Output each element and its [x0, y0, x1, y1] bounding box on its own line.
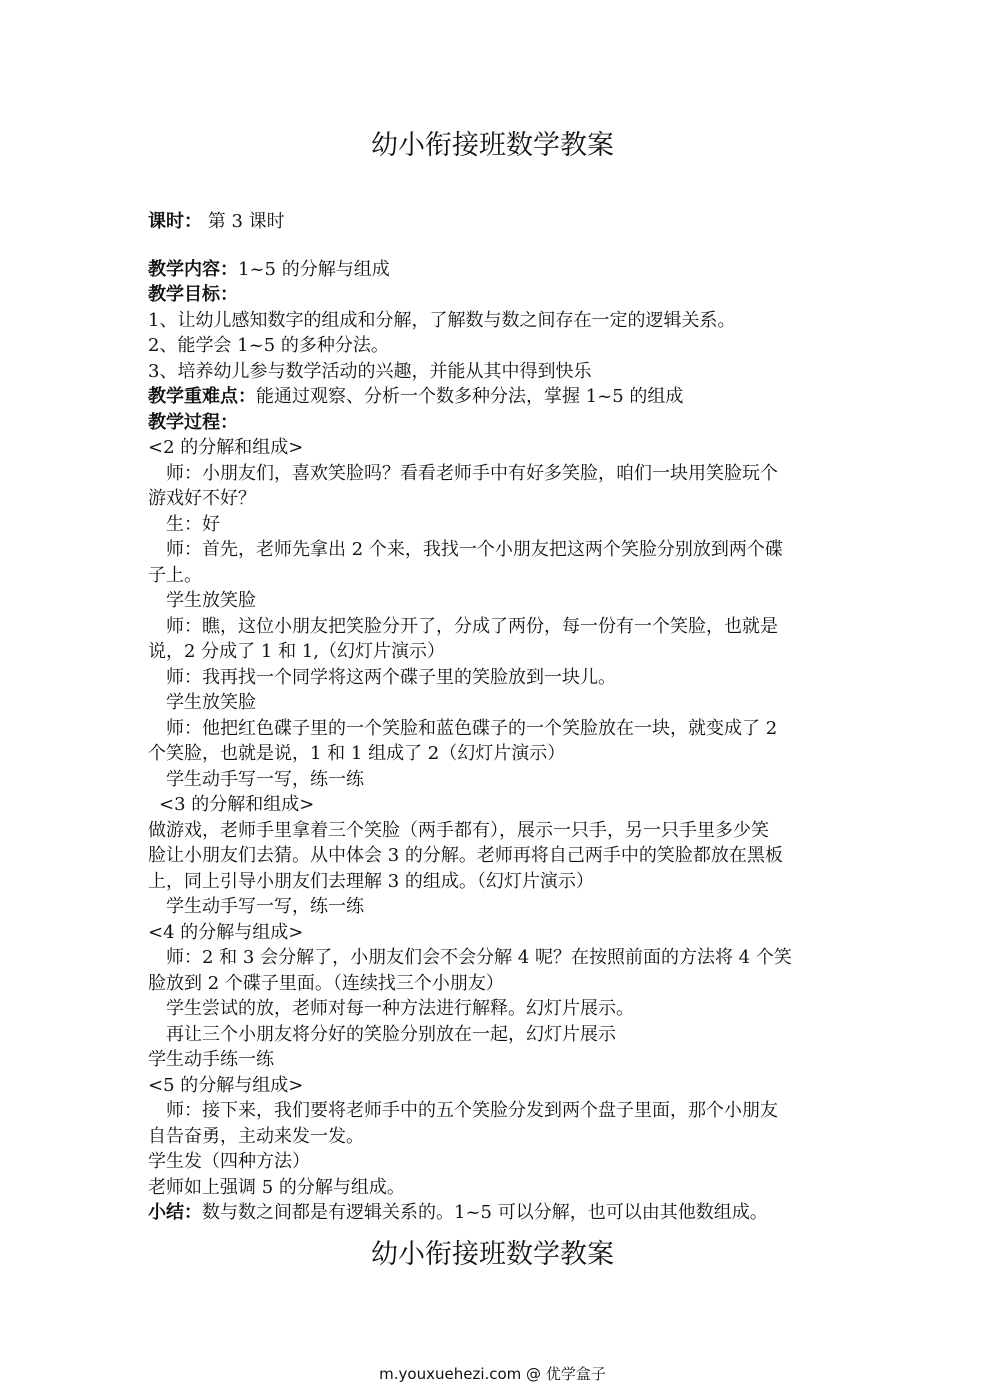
paragraph-line: 师：他把红色碟子里的一个笑脸和蓝色碟子的一个笑脸放在一块，就变成了 2 [166, 717, 778, 739]
paragraph-line: 老师如上强调 5 的分解与组成。 [148, 1176, 405, 1198]
paragraph-line: 师：小朋友们，喜欢笑脸吗？看看老师手中有好多笑脸，咱们一块用笑脸玩个 [166, 462, 778, 484]
lesson-plan-body [148, 209, 848, 1226]
paragraph-line: 生：好 [166, 513, 220, 535]
teaching-content [148, 257, 848, 283]
paragraph-line: 学生动手练一练 [148, 1049, 274, 1070]
key-points-value: 能通过观察、分析一个数多种分法，掌握 1~5 的组成 [256, 386, 684, 407]
objective-item: 1、让幼儿感知数字的组成和分解，了解数与数之间存在一定的逻辑关系。 [148, 309, 736, 331]
objectives-heading: 教学目标： [148, 284, 238, 305]
teaching-content-value: 1~5 的分解与组成 [238, 258, 390, 280]
summary [148, 1200, 848, 1226]
section-4-heading: <4 的分解与组成> [148, 921, 304, 943]
lesson-time-value: 第 3 课时 [202, 211, 285, 232]
paragraph-line: 个笑脸，也就是说，1 和 1 组成了 2（幻灯片演示） [148, 743, 566, 764]
paragraph-line: 脸让小朋友们去猜。从中体会 3 的分解。老师再将自己两手中的笑脸都放在黑板 [148, 845, 783, 866]
section-5-heading: <5 的分解与组成> [148, 1074, 304, 1096]
paragraph-line: 师：首先，老师先拿出 2 个来，我找一个小朋友把这两个笑脸分别放到两个碟 [166, 539, 783, 560]
lesson-time [148, 209, 848, 235]
paragraph-line: 学生动手写一写，练一练 [166, 768, 364, 790]
repeat-title: 幼小衔接班数学教案 [371, 1239, 614, 1270]
paragraph-line: 再让三个小朋友将分好的笑脸分别放在一起，幻灯片展示 [166, 1023, 616, 1045]
summary-label: 小结： [148, 1202, 202, 1223]
paragraph-line: 子上。 [148, 564, 202, 586]
summary-value: 数与数之间都是有逻辑关系的。1~5 可以分解，也可以由其他数组成。 [202, 1202, 768, 1223]
paragraph-line: 做游戏，老师手里拿着三个笑脸（两手都有），展示一只手，另一只手里多少笑 [148, 819, 769, 841]
key-points [148, 384, 848, 410]
paragraph-line: 师：瞧，这位小朋友把笑脸分开了，分成了两份，每一份有一个笑脸，也就是 [166, 615, 778, 637]
key-points-label: 教学重难点： [148, 386, 256, 407]
objective-item: 2、能学会 1~5 的多种分法。 [148, 335, 389, 356]
section-2-heading: <2 的分解和组成> [148, 437, 304, 458]
process-heading: 教学过程： [148, 411, 238, 433]
teaching-content-label: 教学内容： [148, 258, 238, 280]
paragraph-line: 学生放笑脸 [166, 590, 256, 611]
paragraph-line: 学生发（四种方法） [148, 1151, 310, 1172]
footer-watermark: m.youxuehezi.com @ 优学盒子 [379, 1365, 606, 1383]
paragraph-line: 游戏好不好？ [148, 488, 256, 509]
paragraph-line: 自告奋勇，主动来发一发。 [148, 1125, 364, 1147]
objective-item: 3、培养幼儿参与数学活动的兴趣，并能从其中得到快乐 [148, 360, 592, 382]
page-title: 幼小衔接班数学教案 [371, 130, 614, 161]
paragraph-line: 脸放到 2 个碟子里面。（连续找三个小朋友） [148, 972, 504, 994]
paragraph-line: 说，2 分成了 1 和 1,（幻灯片演示） [148, 641, 445, 662]
paragraph-line: 师：我再找一个同学将这两个碟子里的笑脸放到一块儿。 [166, 666, 616, 688]
lesson-time-label: 课时： [148, 211, 202, 232]
paragraph-line: 师：接下来，我们要将老师手中的五个笑脸分发到两个盘子里面，那个小朋友 [166, 1100, 778, 1121]
paragraph-line: 上，同上引导小朋友们去理解 3 的组成。（幻灯片演示） [148, 870, 594, 892]
paragraph-line: 学生放笑脸 [166, 692, 256, 713]
paragraph-line: 学生尝试的放，老师对每一种方法进行解释。幻灯片展示。 [166, 998, 634, 1019]
paragraph-line: 师：2 和 3 会分解了，小朋友们会不会分解 4 呢？在按照前面的方法将 4 个笑 [166, 947, 792, 968]
section-3-heading: <3 的分解和组成> [159, 794, 315, 815]
paragraph-line: 学生动手写一写，练一练 [166, 896, 364, 917]
